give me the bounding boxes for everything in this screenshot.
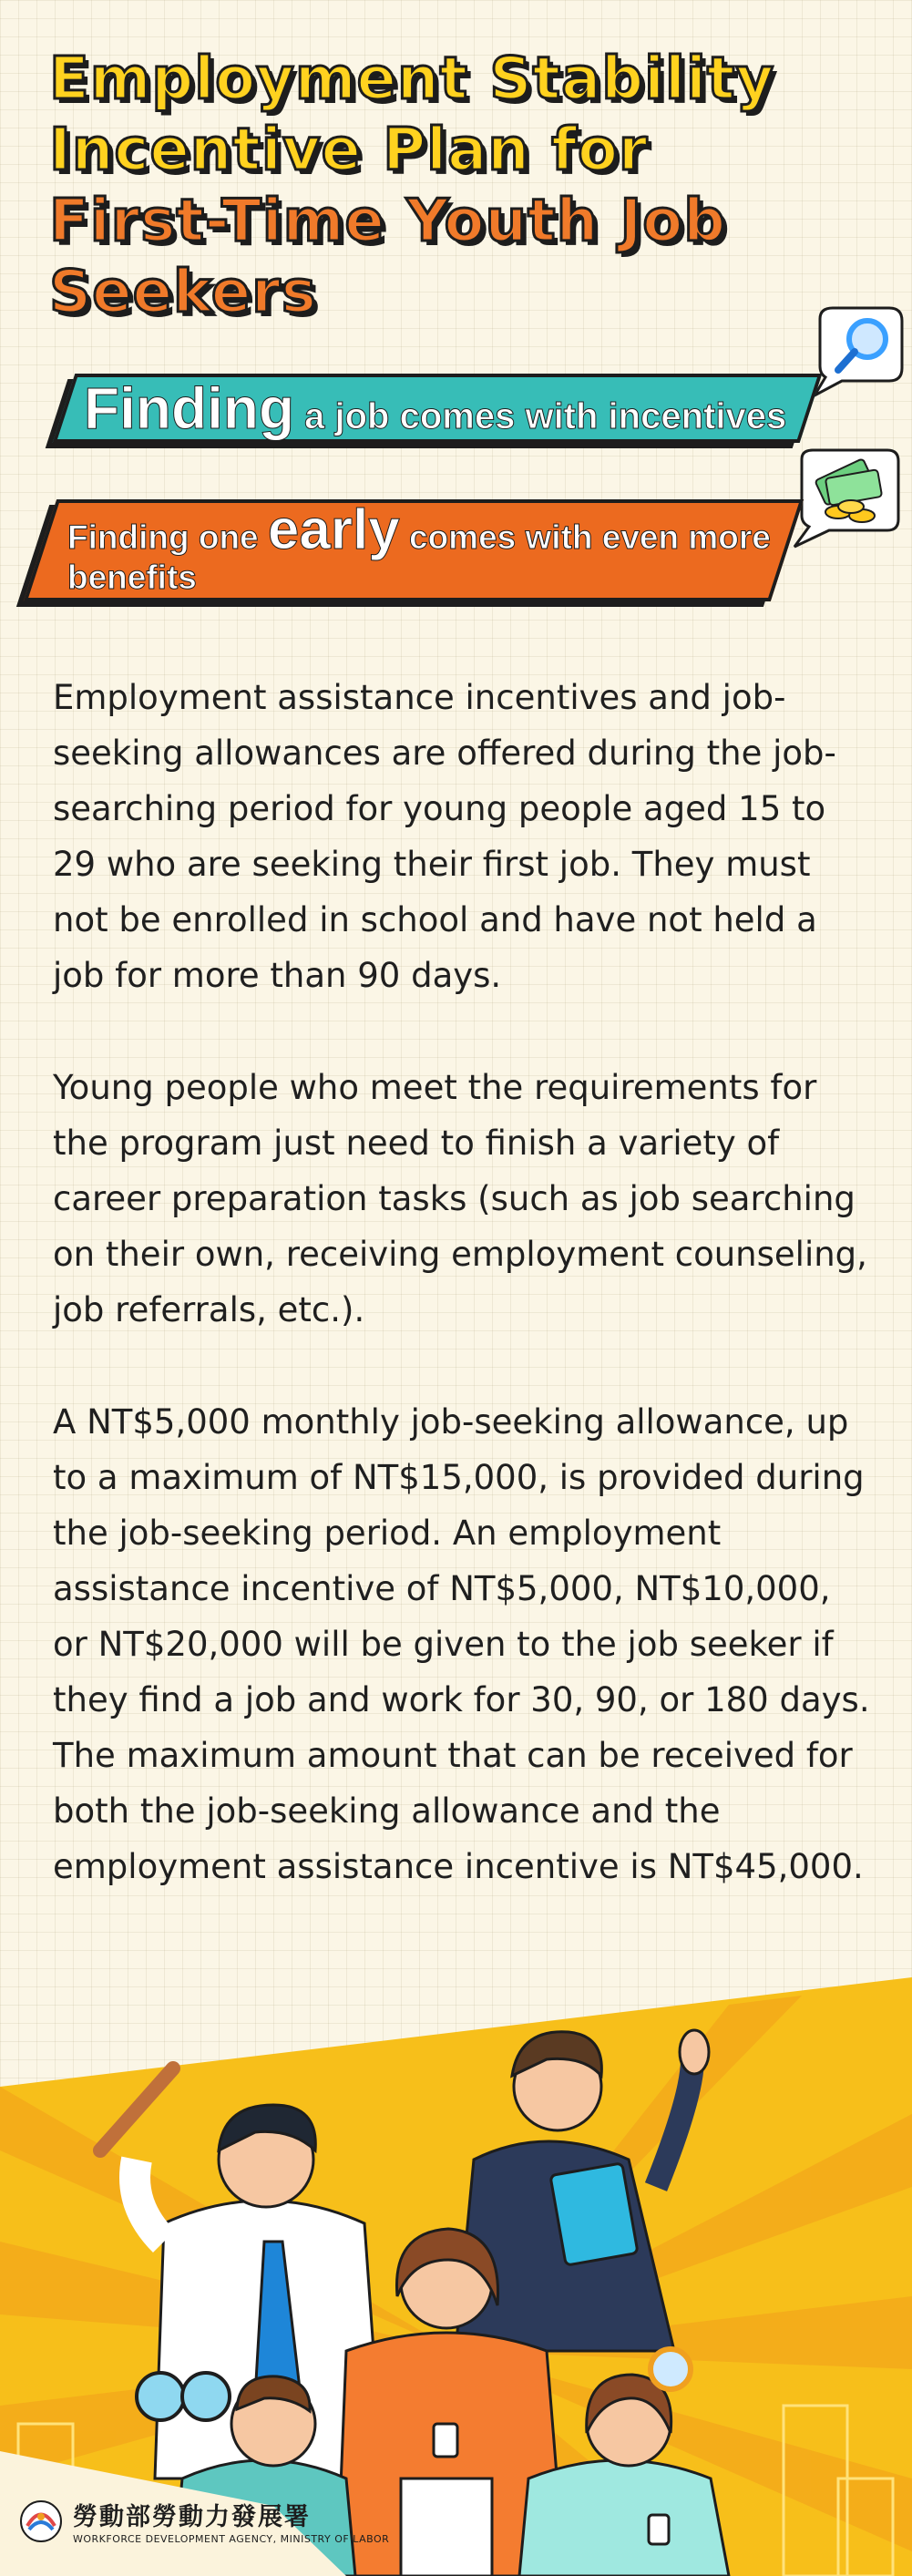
banner2-big-word: early	[267, 498, 400, 561]
title-line-4: Seekers	[49, 259, 317, 326]
banner1-big-word: Finding	[84, 375, 295, 441]
agency-name-chinese: 勞動部勞動力發展署	[73, 2503, 311, 2531]
banner2-pre: Finding one	[67, 518, 268, 556]
agency-name-english: WORKFORCE DEVELOPMENT AGENCY, MINISTRY OF LABOR	[73, 2533, 390, 2545]
title-line-1: Employment Stability	[49, 46, 775, 113]
paragraph-eligibility: Employment assistance incentives and job-seeking allowances are offered during the job-searching period for young people aged 15 to 29 who are seeking their first job. They must not be enrolled in school and have not held a job for more than 90 days.	[53, 678, 836, 995]
title-line-2: Incentive Plan for	[49, 117, 649, 184]
agency-logo-icon	[18, 2499, 64, 2544]
page-title	[49, 44, 869, 328]
title-line-3: First-Time Youth Job	[49, 188, 727, 255]
paragraph-amounts: A NT$5,000 monthly job-seeking allowance, up to a maximum of NT$15,000, is provided during the job-seeking period. An employment assistance incentive of NT$5,000, NT$10,000, or NT$20,000 will be given to the job seeker if they find a job and work for 30, 90, or 180 days. The maximum amount that can be received for both the job-seeking allowance and the employment assistance incentive is NT$45,000.	[53, 1402, 870, 1886]
banner-incentives	[64, 374, 811, 443]
paragraph-requirements: Young people who meet the requirements for the program just need to finish a variety of career preparation tasks (such as job searching on their own, receiving employment counseling, job referrals, etc.).	[53, 1068, 867, 1329]
body-text	[53, 670, 873, 1951]
banner2-post: comes with even more benefits	[67, 518, 771, 596]
banner1-text: a job comes with incentives	[294, 396, 787, 436]
banner-benefits	[40, 499, 787, 601]
